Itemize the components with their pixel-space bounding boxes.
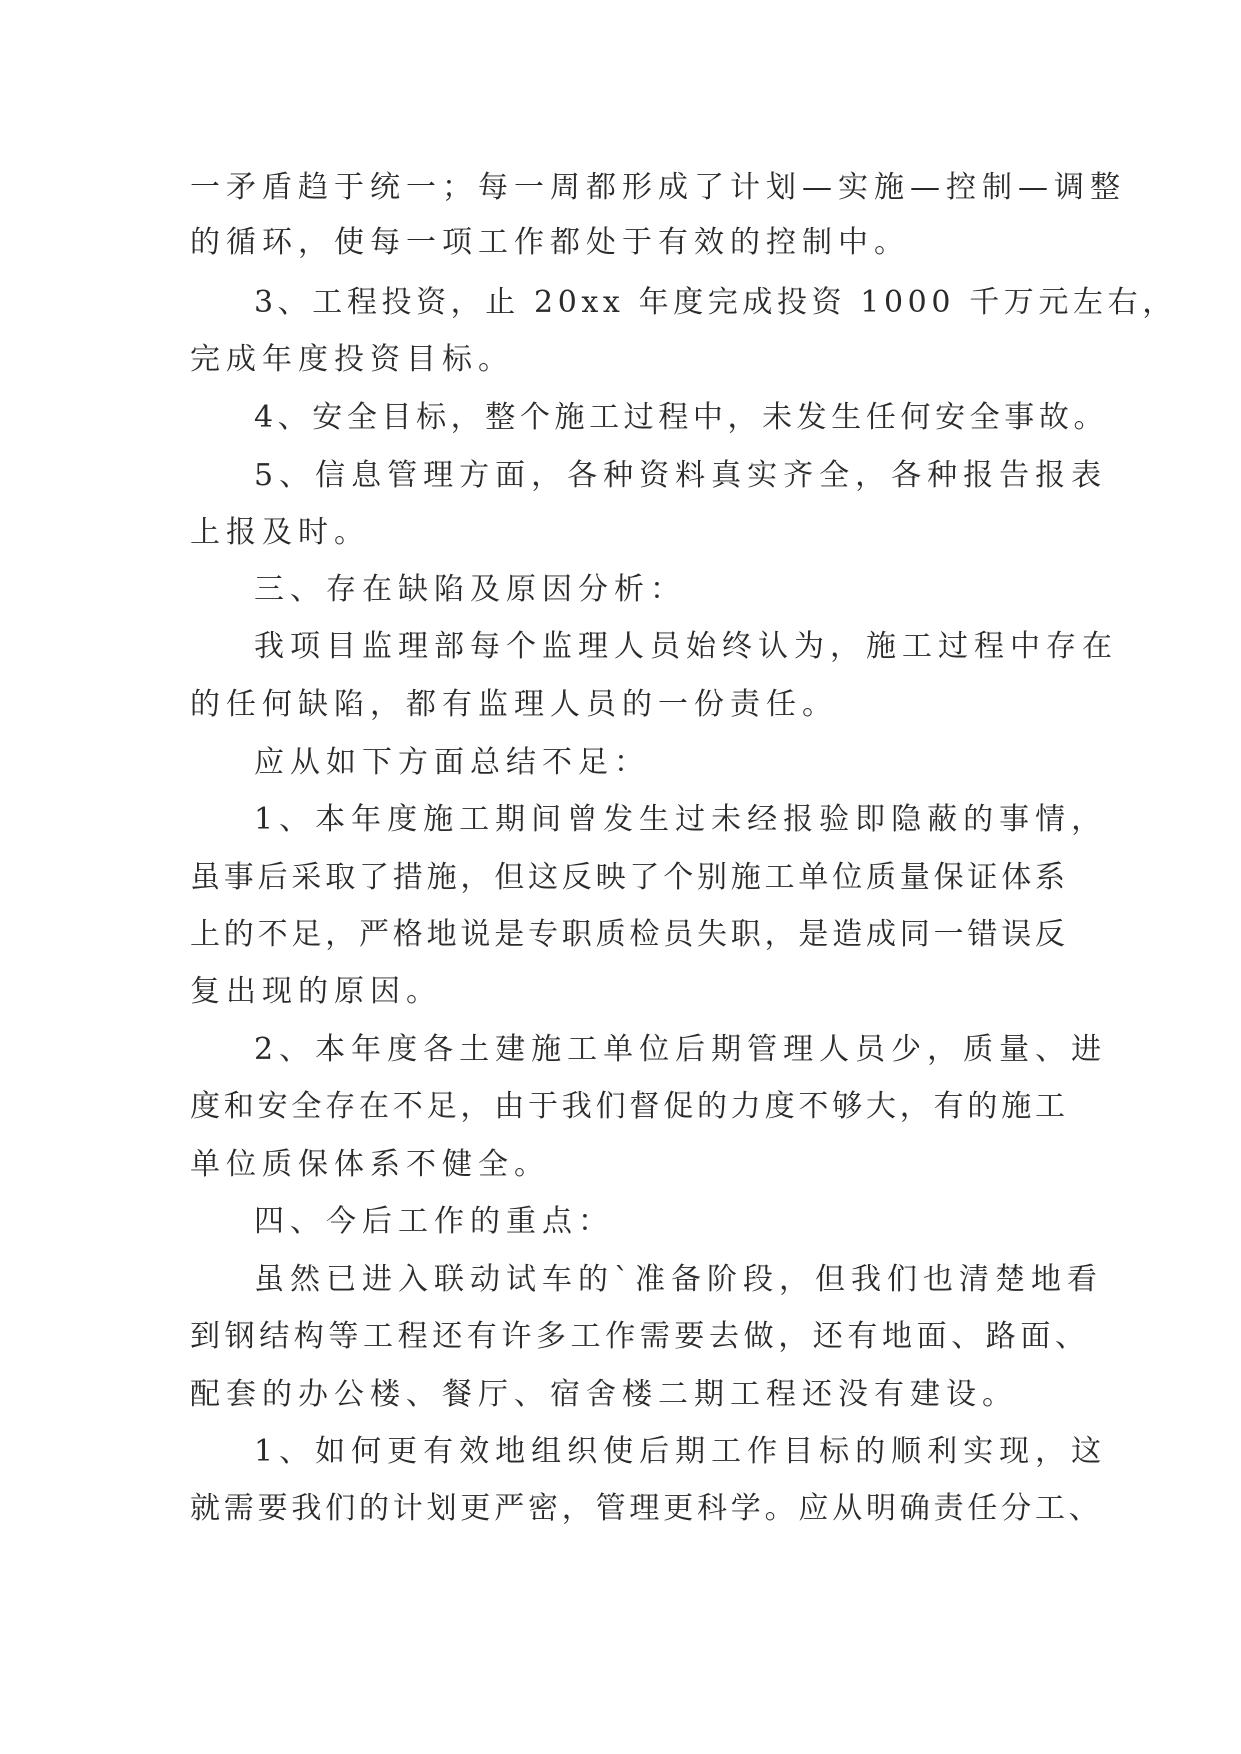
text-line-22: 配套的办公楼、餐厅、宿舍楼二期工程还没有建设。 <box>190 1377 1018 1412</box>
text-line-4: 完成年度投资目标。 <box>190 342 514 377</box>
text-line-2: 的循环，使每一项工作都处于有效的控制中。 <box>190 225 910 260</box>
text-line-13: 虽事后采取了措施，但这反映了个别施工单位质量保证体系 <box>190 860 1069 895</box>
text-line-3: 3、工程投资，止 20xx 年度完成投资 1000 千万元左右， <box>254 285 1177 320</box>
section-heading-3: 三、存在缺陷及原因分析： <box>254 572 686 607</box>
text-line-21: 到钢结构等工程还有许多工作需要去做，还有地面、路面、 <box>190 1319 1090 1354</box>
text-line-23: 1、如何更有效地组织使后期工作目标的顺利实现，这 <box>254 1434 1108 1469</box>
text-line-6: 5、信息管理方面，各种资料真实齐全，各种报告报表 <box>254 458 1108 493</box>
section-heading-4: 四、今后工作的重点： <box>254 1204 614 1239</box>
text-line-10: 的任何缺陷，都有监理人员的一份责任。 <box>190 687 838 722</box>
text-line-24: 就需要我们的计划更严密，管理更科学。应从明确责任分工、 <box>190 1491 1103 1526</box>
text-line-9: 我项目监理部每个监理人员始终认为，施工过程中存在 <box>254 629 1118 664</box>
text-line-17: 度和安全存在不足，由于我们督促的力度不够大，有的施工 <box>190 1089 1069 1124</box>
text-line-12: 1、本年度施工期间曾发生过未经报验即隐蔽的事情， <box>254 802 1108 837</box>
text-line-1: 一矛盾趋于统一；每一周都形成了计划—实施—控制—调整 <box>190 170 1126 205</box>
text-line-18: 单位质保体系不健全。 <box>190 1147 550 1182</box>
text-line-7: 上报及时。 <box>190 515 370 550</box>
text-line-16: 2、本年度各土建施工单位后期管理人员少，质量、进 <box>254 1032 1108 1067</box>
text-line-15: 复出现的原因。 <box>190 974 442 1009</box>
text-line-20: 虽然已进入联动试车的`准备阶段，但我们也清楚地看 <box>254 1262 1103 1297</box>
text-line-5: 4、安全目标，整个施工过程中，未发生任何安全事故。 <box>254 400 1109 435</box>
text-line-11: 应从如下方面总结不足： <box>254 745 650 780</box>
text-line-14: 上的不足，严格地说是专职质检员失职，是造成同一错误反 <box>190 917 1069 952</box>
